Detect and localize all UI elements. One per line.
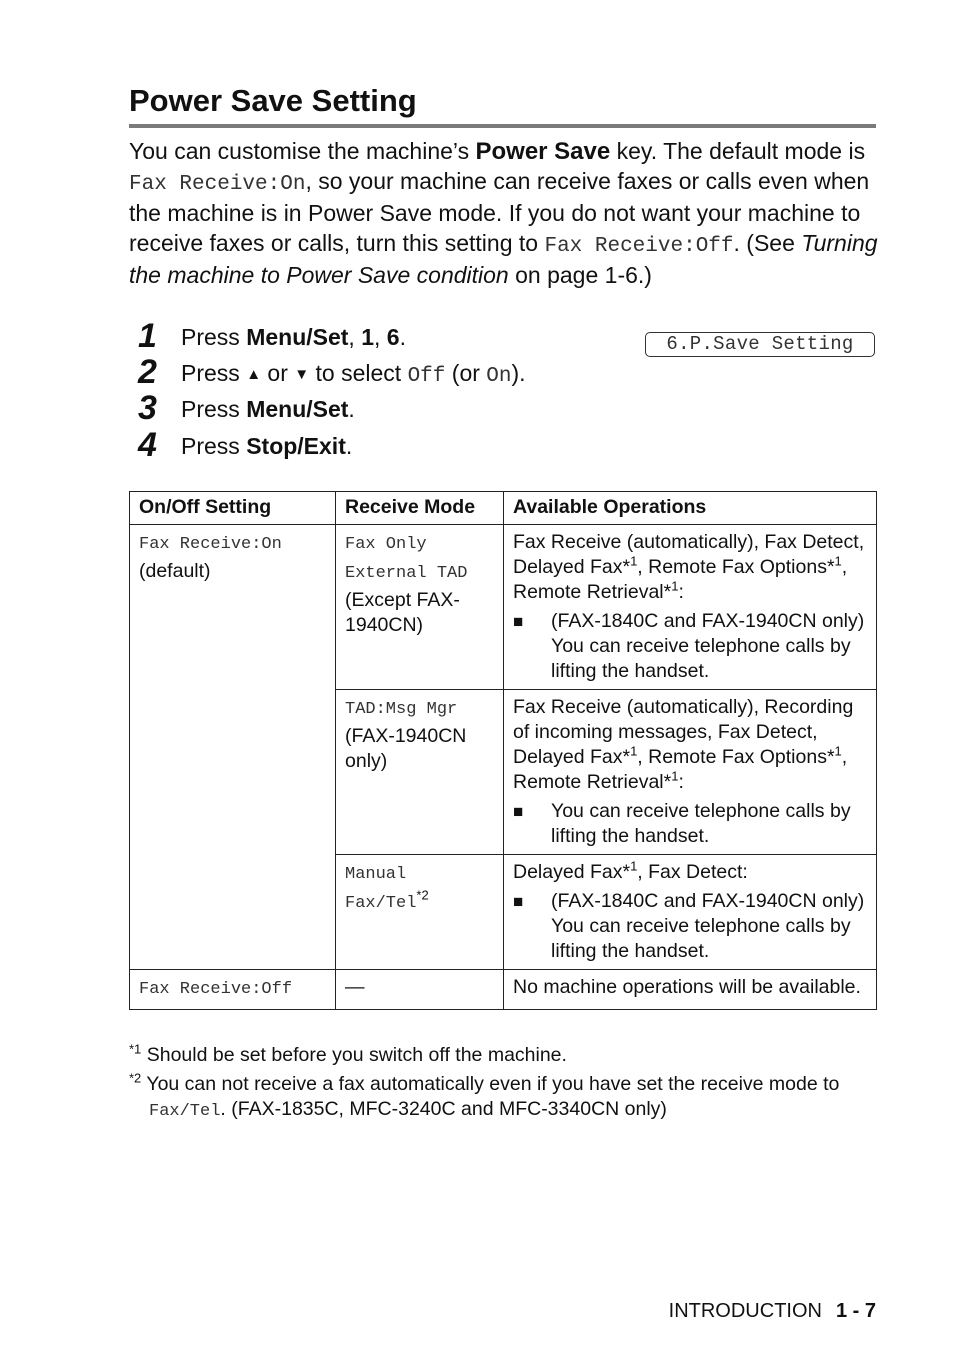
bullet-square-icon: ■ [513,892,524,911]
page-number: 1 - 7 [835,1300,876,1322]
cross-reference: Turning the machine to Power Save condition [129,229,878,289]
table-cell: Fax Receive (automatically), Recording of incoming messages, Fax Detect, Delayed Fax*$^1$, Remote Fax Options*$^1$, Remote Retrieval*$^1$: ■ You can receive telephone calls by lifting the handset. [504,690,877,855]
table-cell: Delayed Fax*$^1$, Fax Detect: ■ (FAX-1840C and FAX-1940CN only) You can receive telephone calls by lifting the handset. [504,855,877,970]
table-cell: No machine operations will be available. [504,970,877,1010]
page-title: Power Save Setting [129,83,417,118]
table-cell: — [336,970,504,1010]
table-row [130,525,877,690]
intro-paragraph: You can customise the machine’s Power Save key. The default mode is Fax Receive:On, so your machine can receive faxes or calls even when the machine is in Power Save mode. If you do not want your machine to receive faxes or calls, turn this setting to Fax Receive:Off. (See Turning the machine to Power Save condition on page 1-6.) [129,138,878,289]
column-header: Receive Mode [336,492,504,525]
off-mode-value: Fax Receive:Off [544,234,734,258]
table-header-row [130,492,877,525]
bullet-square-icon: ■ [513,612,524,631]
step-text: Press Menu/Set, 1, 6. [181,324,406,350]
table-cell: Fax Only External TAD (Except FAX-1940CN) [336,525,504,690]
column-header: On/Off Setting [130,492,336,525]
table-cell: TAD:Msg Mgr (FAX-1940CN only) [336,690,504,855]
table-cell: Manual Fax/Tel$^{*2}$ [336,855,504,970]
footer-section: INTRODUCTION [668,1300,822,1322]
column-header: Available Operations [504,492,877,525]
table-row [130,970,877,1010]
step-number: 4 [138,426,157,464]
step-text: Press Stop/Exit. [181,433,353,459]
table-cell: Fax Receive:On (default) [130,525,336,970]
list-item: ■ (FAX-1840C and FAX-1940CN only) You can receive telephone calls by lifting the handset. [513,890,865,962]
footnote-2: $^{*2}$ You can not receive a fax automatically even if you have set the receive mode to Fax/Tel. (FAX-1835C, MFC-3240C and MFC-3340CN only) [129,1070,840,1121]
list-item: ■ (FAX-1840C and FAX-1940CN only) You can receive telephone calls by lifting the handset. [513,610,865,682]
up-arrow-icon: ▲ [246,366,262,383]
step-text: Press ▲ or ▼ to select Off (or On). [181,360,526,388]
list-item: ■ You can receive telephone calls by lifting the handset. [513,800,851,847]
power-save-key-name: Power Save [475,138,611,165]
footnotes [129,1043,889,1128]
step-number: 1 [138,317,157,355]
step-number: 3 [138,389,157,427]
power-save-table [129,491,877,1010]
title-divider [129,124,876,128]
down-arrow-icon: ▼ [294,366,310,383]
lcd-display: 6.P.Save Setting [645,332,875,357]
footnote-1: $^{*1}$ Should be set before you switch off the machine. [129,1041,567,1066]
table-cell: Fax Receive:Off [130,970,336,1010]
page-footer [669,1300,876,1323]
table-cell: Fax Receive (automatically), Fax Detect, Delayed Fax*$^1$, Remote Fax Options*$^1$, Remote Retrieval*$^1$: ■ (FAX-1840C and FAX-1940CN only) You can receive telephone calls by lifting the handset. [504,525,877,690]
bullet-square-icon: ■ [513,802,524,821]
step-number: 2 [138,353,157,391]
default-mode-value: Fax Receive:On [129,172,306,196]
step-text: Press Menu/Set. [181,396,355,422]
